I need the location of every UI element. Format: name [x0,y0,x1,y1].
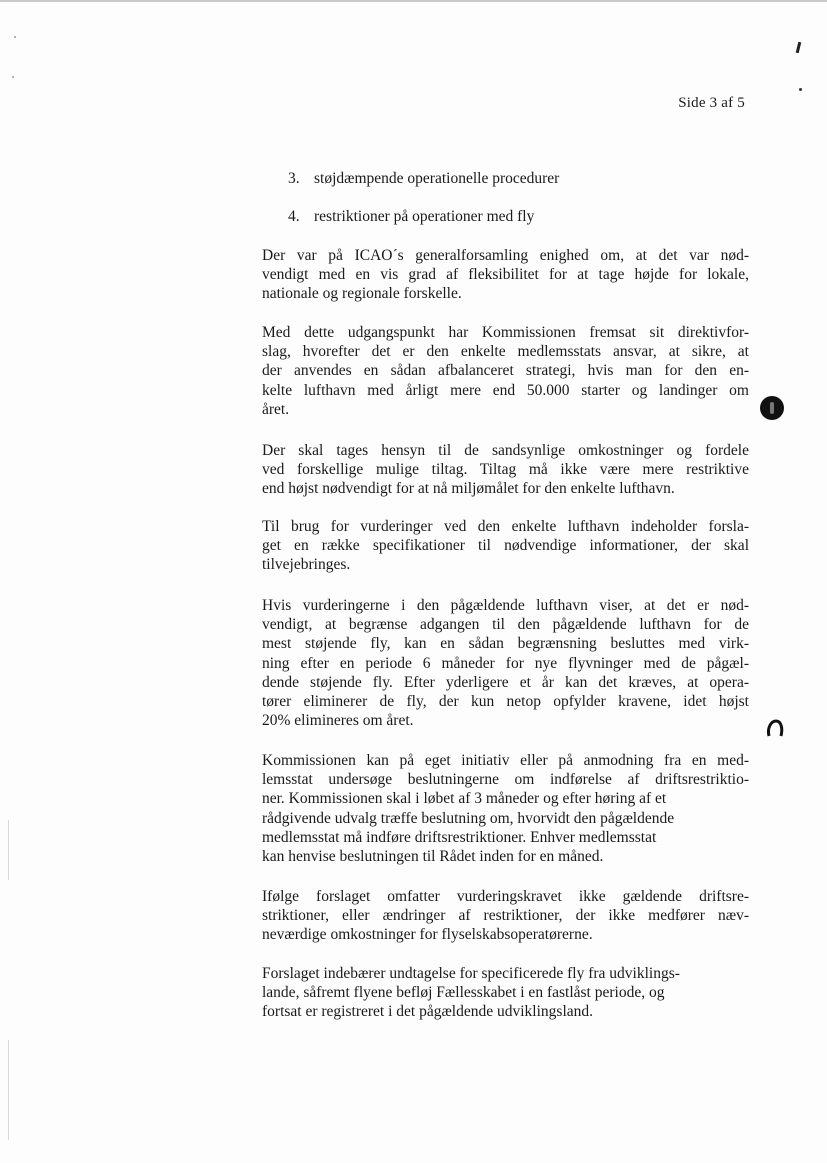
text-line: dende støjende fly. Efter yderligere et år kan det kræves, at opera- [262,673,749,691]
text-line: 20% elimineres om året. [262,712,414,730]
text-line: nationale og regionale forskelle. [262,285,462,303]
text-line: mest støjende fly, kan en sådan begrænsning besluttes med virk- [262,635,749,653]
paragraph-assessments [262,517,749,575]
scan-edge-line [8,820,9,880]
list-item [288,169,559,207]
paragraph-assessment-scope [262,887,749,945]
margin-mark [796,42,802,53]
text-line: tører eliminerer de fly, der kun netop opfylder kravene, idet højst [262,693,749,711]
scan-speck [12,76,14,78]
paragraph-costs-benefits [262,441,749,499]
text-line: ner. Kommissionen skal i løbet af 3 måneder og efter høring af et [262,790,667,808]
text-line: tilvejebringes. [262,556,351,574]
list-item-text: støjdæmpende operationelle procedurer [314,170,560,187]
text-line: Til brug for vurderinger ved den enkelte lufthavn indeholder forsla- [262,518,749,535]
list-item-number: 4. [288,208,300,225]
text-line: ved forskellige mulige tiltag. Tiltag må ikke være mere restriktive [262,461,749,479]
numbered-list [288,169,559,245]
binder-hole-mark [760,396,784,420]
paragraph-restrictions [262,596,749,730]
text-line: striktioner, eller ændringer af restriktioner, der ikke medfører næv- [262,907,749,925]
text-line: kan henvise beslutningen til Rådet inden for en måned. [262,848,604,866]
text-line: der anvendes en sådan afbalanceret strategi, hvis man for den en- [262,362,749,380]
text-line: Der var på ICAO´s generalforsamling enighed om, at det var nød- [262,247,749,264]
text-line: Hvis vurderingerne i den pågældende lufthavn viser, at det er nød- [262,597,749,614]
text-line: Kommissionen kan på eget initiativ eller på anmodning fra en med- [262,752,749,769]
text-line: end højst nødvendigt for at nå miljømålet for den enkelte lufthavn. [262,480,675,498]
text-line: Med dette udgangspunkt har Kommissionen fremsat sit direktivfor- [262,324,749,341]
scan-edge-line [8,1040,9,1140]
scan-speck [14,36,16,38]
list-item [288,207,559,245]
binder-arc-mark [765,718,785,740]
text-line: neværdige omkostninger for flyselskabsoperatørerne. [262,926,593,944]
text-line: lande, såfremt flyene befløj Fællesskabet i en fastlåst periode, og [262,984,665,1002]
text-line: Ifølge forslaget omfatter vurderingskravet ikke gældende driftsre- [262,888,749,905]
list-item-number: 3. [288,170,300,187]
text-line: Der skal tages hensyn til de sandsynlige omkostninger og fordele [262,442,749,459]
text-line: medlemsstat må indføre driftsrestriktioner. Enhver medlemsstat [262,828,657,846]
paragraph-commission-review [262,751,749,866]
text-line: vendigt, at begrænse adgangen til den pågældende lufthavn for de [262,616,749,634]
text-line: ning efter en periode 6 måneder for nye flyvninger med de pågæl- [262,654,749,672]
text-line: lemsstat undersøge beslutningerne om indførelse af driftsrestriktio- [262,771,749,789]
text-line: get en række specifikationer til nødvendige informationer, der skal [262,537,749,555]
text-line: vendigt med en vis grad af fleksibilitet for at tage højde for lokale, [262,266,749,284]
page-top-edge [0,0,827,2]
paragraph-directive-proposal [262,323,749,419]
text-line: Forslaget indebærer undtagelse for specificerede fly fra udviklings- [262,965,680,982]
text-line: fortsat er registreret i det pågældende udviklingsland. [262,1003,594,1021]
margin-dot [799,88,802,91]
paragraph-icao [262,246,749,304]
text-line: kelte lufthavn med årligt mere end 50.000 starter og landinger om [262,381,749,399]
paragraph-developing-countries [262,964,749,1022]
list-item-text: restriktioner på operationer med fly [314,208,535,225]
text-line: året. [262,400,290,418]
text-line: rådgivende udvalg træffe beslutning om, hvorvidt den pågældende [262,809,675,827]
page-number: Side 3 af 5 [678,95,745,111]
text-line: slag, hvorefter det er den enkelte medlemsstats ansvar, at sikre, at [262,343,749,361]
